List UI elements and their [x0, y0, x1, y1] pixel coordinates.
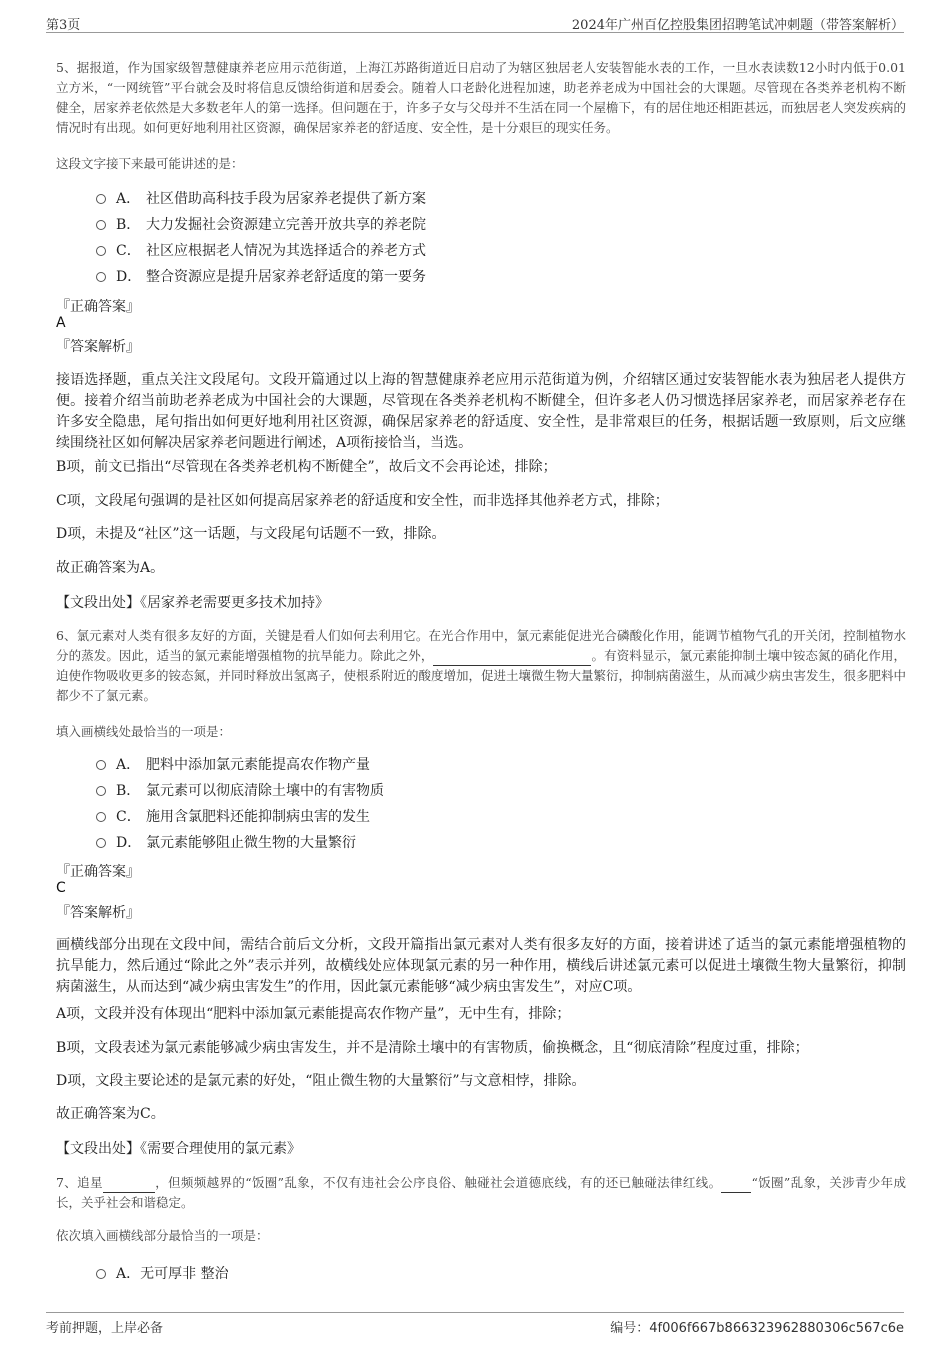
- q6-analysis-b: B项，文段表述为氯元素能够减少病虫害发生，并不是清除土壤中的有害物质，偷换概念，且“彻底清除”程度过重，排除；: [56, 1040, 809, 1056]
- q6-source: 【文段出处】《需要合理使用的氯元素》: [56, 1141, 301, 1157]
- page-number: 第3页: [46, 18, 81, 33]
- q5-analysis-label: 『答案解析』: [56, 339, 140, 355]
- q6-option-c[interactable]: C． 施用含氯肥料还能抑制病虫害的发生: [96, 804, 384, 830]
- footer-slogan: 考前押题，上岸必备: [46, 1321, 164, 1336]
- q5-option-b[interactable]: B． 大力发掘社会资源建立完善开放共享的养老院: [96, 212, 426, 238]
- q6-options: [96, 752, 384, 856]
- radio-icon[interactable]: [96, 1269, 106, 1279]
- q6-option-d[interactable]: D． 氯元素能够阻止微生物的大量繁衍: [96, 830, 384, 856]
- q5-option-c[interactable]: C． 社区应根据老人情况为其选择适合的养老方式: [96, 238, 426, 264]
- radio-icon[interactable]: [96, 246, 106, 256]
- q6-answer: C: [56, 880, 66, 896]
- radio-icon[interactable]: [96, 220, 106, 230]
- q5-option-a[interactable]: A． 社区借助高科技手段为居家养老提供了新方案: [96, 186, 426, 212]
- q5-answer-label: 『正确答案』: [56, 299, 140, 315]
- radio-icon[interactable]: [96, 760, 106, 770]
- page-header: [46, 12, 904, 33]
- q7-prompt: 依次填入画横线部分最恰当的一项是：: [56, 1228, 269, 1243]
- q5-analysis-c: C项，文段尾句强调的是社区如何提高居家养老的舒适度和安全性，而非选择其他养老方式，排除；: [56, 493, 669, 509]
- q6-option-a[interactable]: A． 肥料中添加氯元素能提高农作物产量: [96, 752, 384, 778]
- document-title: 2024年广州百亿控股集团招聘笔试冲刺题（带答案解析）: [571, 18, 904, 33]
- q6-analysis-main: 画横线部分出现在文段中间，需结合前后文分析，文段开篇指出氯元素对人类有很多友好的方面，接着讲述了适当的氯元素能增强植物的抗旱能力，然后通过“除此之外”表示并列，故横线处应体现氯元素的另一种作用，横线后讲述氯元素可以促进土壤微生物大量繁衍，抑制病菌滋生，从而达到“减少病虫害发生”的作用，因此氯元素能够“减少病虫害发生”，对应C项。: [56, 937, 906, 995]
- q5-analysis-b: B项，前文已指出“尽管现在各类养老机构不断健全”，故后文不会再论述，排除；: [56, 459, 557, 475]
- radio-icon[interactable]: [96, 812, 106, 822]
- q6-analysis-d: D项，文段主要论述的是氯元素的好处，“阻止微生物的大量繁衍”与文意相悖，排除。: [56, 1073, 586, 1089]
- q7-options: [96, 1261, 229, 1287]
- q5-conclusion: 故正确答案为A。: [56, 560, 165, 576]
- q5-analysis-main: 接语选择题，重点关注文段尾句。文段开篇通过以上海的智慧健康养老应用示范街道为例，介绍辖区通过安装智能水表为独居老人提供方便。接着介绍当前助老养老成为中国社会的大课题，尽管现在各类养老机构不断健全，但许多老人仍习惯选择居家养老，而居家养老存在许多安全隐患，尾句指出如何更好地利用社区资源，确保居家养老的舒适度、安全性，是非常艰巨的任务，根据话题一致原则，后文应继续围绕社区如何解决居家养老问题进行阐述，A项衔接恰当，当选。: [56, 372, 906, 451]
- q6-option-b[interactable]: B． 氯元素可以彻底清除土壤中的有害物质: [96, 778, 384, 804]
- q6-answer-label: 『正确答案』: [56, 864, 140, 880]
- q5-analysis-d: D项，未提及“社区”这一话题，与文段尾句话题不一致，排除。: [56, 526, 446, 542]
- q5-prompt: 这段文字接下来最可能讲述的是：: [56, 156, 244, 171]
- q6-conclusion: 故正确答案为C。: [56, 1106, 165, 1122]
- radio-icon[interactable]: [96, 838, 106, 848]
- q6-analysis-label: 『答案解析』: [56, 905, 140, 921]
- page-footer: [46, 1312, 904, 1339]
- radio-icon[interactable]: [96, 194, 106, 204]
- q6-prompt: 填入画横线处最恰当的一项是：: [56, 724, 232, 739]
- fill-blank: [433, 651, 591, 666]
- fill-blank: [103, 1178, 155, 1193]
- q5-source: 【文段出处】《居家养老需要更多技术加持》: [56, 595, 329, 611]
- q6-analysis-a: A项，文段并没有体现出“肥料中添加氯元素能提高农作物产量”，无中生有，排除；: [56, 1006, 571, 1022]
- q6-passage: 6、氯元素对人类有很多友好的方面，关键是看人们如何去利用它。在光合作用中，氯元素能促进光合磷酸化作用，能调节植物气孔的开关闭，控制植物水分的蒸发。因此，适当的氯元素能增强植物的抗旱能力。除此之外， 。有资料显示，氯元素能抑制土壤中铵态氮的硝化作用，迫使作物吸收更多的铵态氮，并同时释放出氢离子，使根系附近的酸度增加，促进土壤微生物大量繁衍，抑制病菌滋生，从而减少病虫害发生，很多肥料中都少不了氯元素。: [56, 628, 907, 703]
- q5-options: [96, 186, 426, 290]
- q5-passage: 5、据报道，作为国家级智慧健康养老应用示范街道，上海江苏路街道近日启动了为辖区独居老人安装智能水表的工作，一旦水表读数12小时内低于0.01立方米，“一网统管”平台就会及时将信息反馈给街道和居委会。随着人口老龄化进程加速，助老养老成为中国社会的大课题。尽管现在各类养老机构不断健全，居家养老依然是大多数老年人的第一选择。但问题在于，许多子女与父母并不生活在同一个屋檐下，有的居住地还相距甚远，而独居老人突发疾病的情况时有出现。如何更好地利用社区资源，确保居家养老的舒适度、安全性，是十分艰巨的现实任务。: [56, 60, 907, 135]
- q7-passage: 7、追星 ，但频频越界的“饭圈”乱象，不仅有违社会公序良俗、触碰社会道德底线，有的还已触碰法律红线。 “饭圈”乱象，关涉青少年成长，关乎社会和谐稳定。: [56, 1175, 906, 1210]
- q5-option-d[interactable]: D． 整合资源应是提升居家养老舒适度的第一要务: [96, 264, 426, 290]
- radio-icon[interactable]: [96, 272, 106, 282]
- q7-option-a[interactable]: A．无可厚非 整治: [96, 1261, 229, 1287]
- document-code: 编号：4f006f667b866323962880306c567c6e: [610, 1321, 904, 1336]
- radio-icon[interactable]: [96, 786, 106, 796]
- q5-answer: A: [56, 315, 66, 331]
- fill-blank: [721, 1178, 751, 1193]
